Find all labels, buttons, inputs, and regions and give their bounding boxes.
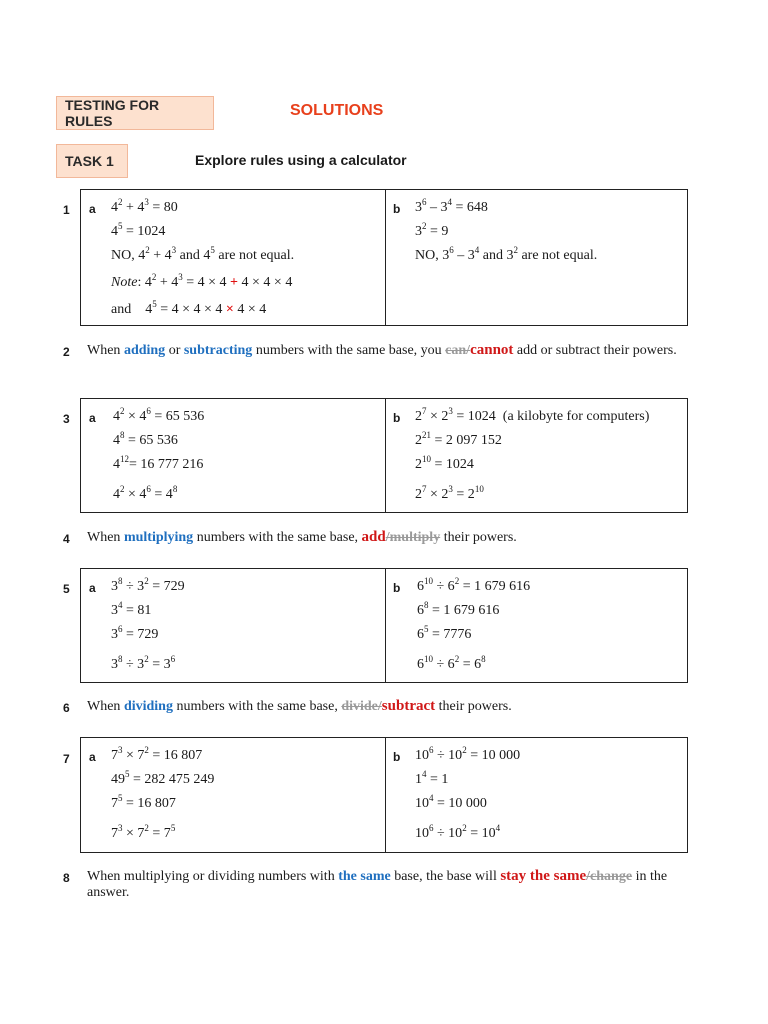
- q3b-line-2: $2^{21} = 2$ 097 152: [415, 430, 502, 448]
- answer-box-q1: [80, 189, 688, 326]
- correct-option: add: [361, 529, 386, 545]
- box-divider: [385, 190, 386, 325]
- q7a-line-2: $49^5 = 282$ 475 249: [111, 769, 215, 787]
- q1b-line-3: NO, $3^6 - 3^4$ and $3^2$ are not equal.: [415, 245, 598, 263]
- answer-box-q7: [80, 737, 688, 853]
- question-number: 6: [63, 701, 70, 715]
- note-label: Note: [111, 275, 138, 290]
- q7b-line-1: $10^6 \div 10^2 = 10$ 000: [415, 745, 521, 763]
- q5a-line-3: $3^6 = 729$: [111, 624, 159, 642]
- answer-box-q3: [80, 398, 688, 513]
- keyword: multiplying: [123, 530, 194, 545]
- rule-statement-q8: [87, 868, 707, 901]
- tag-testing-for-rules: TESTING FOR RULES: [56, 96, 214, 130]
- q1a-line-4: Note: $4^2 + 4^3 = 4 \times 4 + 4 \times 4 \times 4$: [111, 272, 293, 290]
- q1b-line-1: $3^6 - 3^4 = 648$: [415, 197, 488, 215]
- correct-option: subtract: [381, 698, 436, 714]
- q3b-line-1: $2^7 \times 2^3 = 1024$ (a kilobyte for computers): [415, 406, 650, 424]
- q3a-line-2: $4^8 = 65$ 536: [113, 430, 178, 448]
- box-divider: [385, 569, 386, 682]
- part-label-b: b: [393, 202, 401, 216]
- question-number: 3: [63, 412, 70, 426]
- q7a-line-4: $7^3 \times 7^2 = 7^5$: [111, 823, 176, 841]
- text: When: [87, 343, 124, 358]
- question-number: 2: [63, 345, 70, 359]
- struck-option: /change: [586, 869, 633, 884]
- keyword: the same: [338, 869, 391, 884]
- keyword: subtracting: [183, 343, 253, 358]
- text: When: [87, 699, 124, 714]
- part-label-b: b: [393, 750, 401, 764]
- q1a-line-3: NO, $4^2 + 4^3$ and $4^5$ are not equal.: [111, 245, 295, 263]
- correct-option: cannot: [470, 342, 514, 358]
- text: their powers.: [440, 530, 517, 545]
- part-label-b: b: [393, 411, 401, 425]
- q3a-line-3: $4^{12}= 16$ 777 216: [113, 454, 204, 472]
- q7b-line-2: $1^4 = 1$: [415, 769, 449, 787]
- part-label-a: a: [89, 750, 96, 764]
- q1a-line-1: $4^2 + 4^3 = 80$: [111, 197, 178, 215]
- rule-statement-q4: [87, 529, 707, 546]
- q5b-line-4: $6^{10} \div 6^2 = 6^8$: [417, 654, 486, 672]
- text: base, the base will: [390, 869, 501, 884]
- text: When multiplying or dividing numbers with: [87, 869, 339, 884]
- text: their powers.: [435, 699, 512, 714]
- q7b-line-3: $10^4 = 10$ 000: [415, 793, 487, 811]
- task-title: Explore rules using a calculator: [195, 152, 407, 168]
- part-label-a: a: [89, 411, 96, 425]
- box-divider: [385, 399, 386, 512]
- q5a-line-2: $3^4 = 81$: [111, 600, 152, 618]
- keyword: dividing: [123, 699, 173, 714]
- q7b-line-4: $10^6 \div 10^2 = 10^4$: [415, 823, 501, 841]
- rule-statement-q6: [87, 698, 707, 715]
- q5b-line-1: $6^{10} \div 6^2 = 1$ 679 616: [417, 576, 531, 594]
- solutions-heading: SOLUTIONS: [290, 102, 384, 119]
- q7a-line-3: $7^5 = 16$ 807: [111, 793, 176, 811]
- struck-option: can/: [445, 343, 471, 358]
- q5a-line-4: $3^8 \div 3^2 = 3^6$: [111, 654, 176, 672]
- rule-statement-q2: [87, 342, 707, 359]
- q7a-line-1: $7^3 \times 7^2 = 16$ 807: [111, 745, 203, 763]
- q1a-line-5: and $4^5 = 4 \times 4 \times 4 \times 4 \times 4$: [111, 299, 267, 317]
- question-number: 5: [63, 582, 70, 596]
- part-label-b: b: [393, 581, 401, 595]
- correct-option: stay the same: [500, 868, 587, 884]
- keyword: adding: [123, 343, 166, 358]
- part-label-a: a: [89, 202, 96, 216]
- answer-box-q5: [80, 568, 688, 683]
- q5b-line-3: $6^5 = 7776$: [417, 624, 472, 642]
- box-divider: [385, 738, 386, 852]
- text: or: [165, 343, 184, 358]
- q3b-line-3: $2^{10} = 1024$: [415, 454, 474, 472]
- question-number: 1: [63, 203, 70, 217]
- q3a-line-1: $4^2 \times 4^6 = 65$ 536: [113, 406, 205, 424]
- part-label-a: a: [89, 581, 96, 595]
- q3b-line-4: $2^7 \times 2^3 = 2^{10}$: [415, 484, 484, 502]
- tag-task-1: TASK 1: [56, 144, 128, 178]
- text: in the answer.: [87, 869, 668, 900]
- text: numbers with the same base,: [193, 530, 362, 545]
- text: numbers with the same base, you: [252, 343, 446, 358]
- q5b-line-2: $6^8 = 1$ 679 616: [417, 600, 500, 618]
- question-number: 4: [63, 532, 70, 546]
- q5a-line-1: $3^8 \div 3^2 = 729$: [111, 576, 185, 594]
- struck-option: divide/: [341, 699, 382, 714]
- text: add or subtract their powers.: [513, 343, 677, 358]
- text: When: [87, 530, 124, 545]
- q1b-line-2: $3^2 = 9$: [415, 221, 449, 239]
- q3a-line-4: $4^2 \times 4^6 = 4^8$: [113, 484, 178, 502]
- question-number: 8: [63, 871, 70, 885]
- text: numbers with the same base,: [172, 699, 342, 714]
- question-number: 7: [63, 752, 70, 766]
- struck-option: /multiply: [385, 530, 441, 545]
- q1a-line-2: $4^5 = 1024$: [111, 221, 166, 239]
